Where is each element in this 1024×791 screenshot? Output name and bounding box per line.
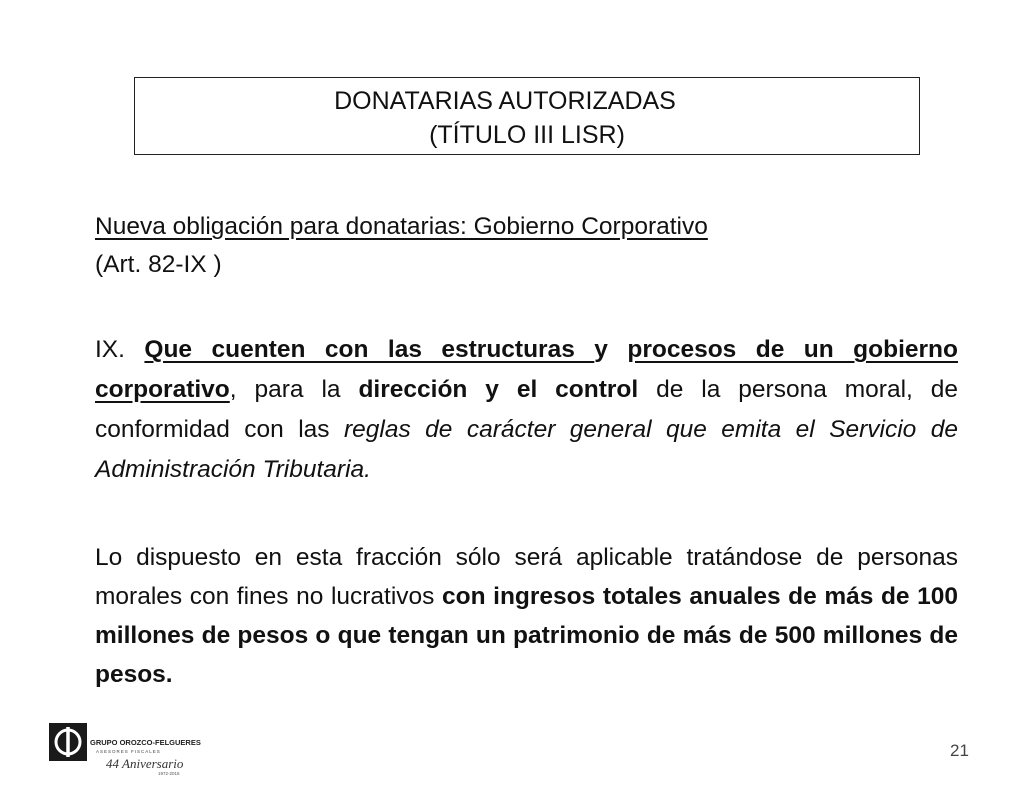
logo-tagline: ASESORES FISCALES: [96, 749, 161, 754]
fraction-bold-underlined-2: procesos de un gobierno corporativo: [95, 336, 958, 403]
title-line-1: DONATARIAS AUTORIZADAS: [334, 87, 676, 115]
title-box: [134, 77, 920, 155]
paragraph2-text-1: Lo dispuesto en esta fracción sólo será aplicable tratándose de personas morales con fines no lucrativos: [95, 544, 958, 610]
fraction-italic-1: reglas de carácter general que emita el Servicio de Administración Tributaria.: [95, 416, 958, 483]
subtitle: [95, 208, 958, 284]
subtitle-line-2: (Art. 82-IX ): [95, 251, 222, 278]
fraction-text-2: de la persona moral, de conformidad con las: [95, 376, 958, 443]
company-logo: [48, 722, 208, 776]
page-number: 21: [950, 741, 969, 760]
applicability-paragraph: [95, 538, 958, 694]
fraction-bold-2: dirección y el control: [358, 376, 639, 403]
subtitle-line-1: Nueva obligación para donatarias: Gobierno Corporativo: [95, 213, 708, 240]
fraction-bold-plain-1: y: [594, 336, 628, 363]
logo-company-name: GRUPO OROZCO-FELGUERES: [90, 738, 201, 747]
fraction-ix-paragraph: [95, 330, 958, 490]
logo-anniversary: 44 Aniversario: [106, 756, 184, 771]
logo-years: 1972-2016: [158, 771, 180, 776]
fraction-bold-underlined-1: Que cuenten con las estructuras: [144, 336, 595, 363]
fraction-text-1: , para la: [229, 376, 359, 403]
fraction-prefix: IX.: [95, 336, 145, 363]
paragraph2-bold-1: con ingresos totales anuales de más de 100 millones de pesos o que tengan un patrimonio de más de 500 millones de pesos.: [95, 583, 959, 688]
title-line-2: (TÍTULO III LISR): [429, 121, 625, 149]
